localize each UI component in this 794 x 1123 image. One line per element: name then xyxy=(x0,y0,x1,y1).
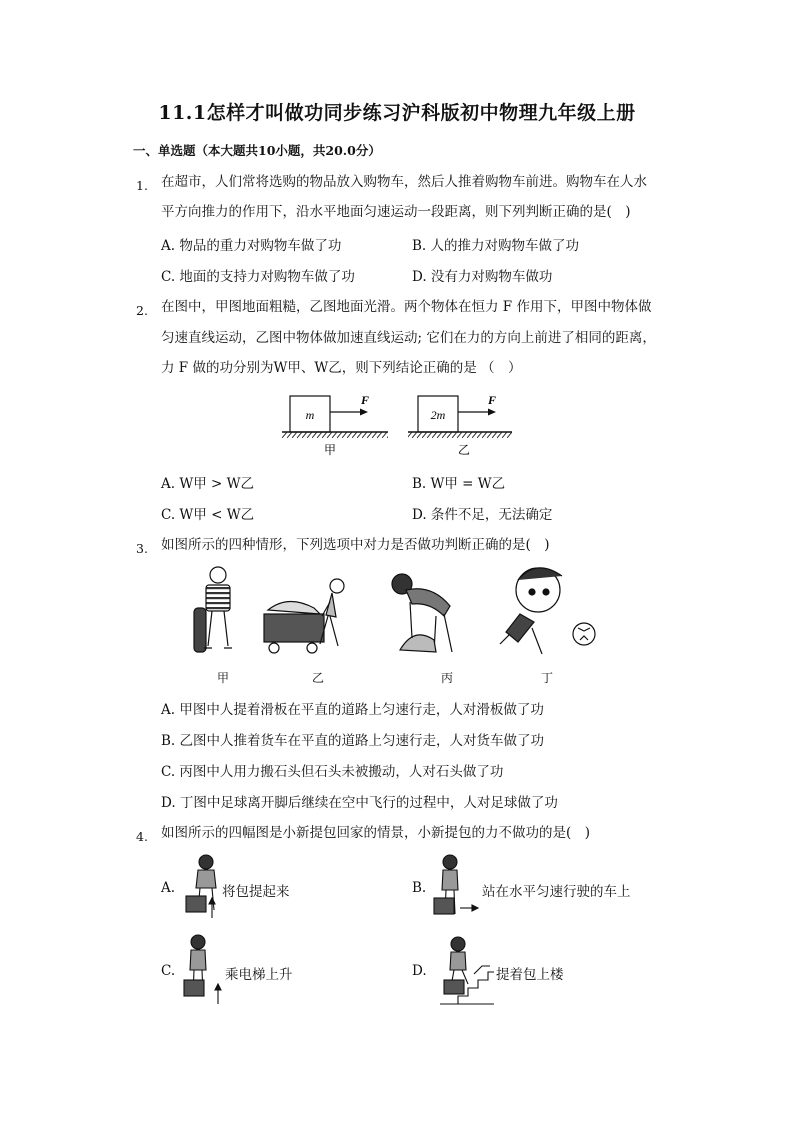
question-4-line-1: 如图所示的四幅图是小新提包回家的情景，小新提包的力不做功的是( ) xyxy=(161,825,591,841)
scene-bing-illustration xyxy=(392,574,452,652)
force-label-right: F xyxy=(488,393,497,407)
question-1-number: 1. xyxy=(136,178,148,193)
caption-3-yi: 乙 xyxy=(311,671,325,685)
figure-4c-elevator xyxy=(182,932,226,1006)
figure-4b-standing-on-car xyxy=(432,852,480,922)
caption-jia: 甲 xyxy=(323,443,337,457)
question-3-option-d[interactable]: D. 丁图中足球离开脚后继续在空中飞行的过程中，人对足球做了功 xyxy=(161,795,558,811)
four-scenes-figure xyxy=(190,562,610,690)
question-3-option-c[interactable]: C. 丙图中人用力搬石头但石头未被搬动，人对石头做了功 xyxy=(161,764,504,780)
question-2-line-1: 在图中，甲图地面粗糙，乙图地面光滑。两个物体在恒力 F 作用下，甲图中物体做 xyxy=(161,299,652,315)
question-1-line-1: 在超市，人们常将选购的物品放入购物车，然后人推着购物车前进。购物车在人水 xyxy=(161,174,647,190)
question-1-option-b[interactable]: B. 人的推力对购物车做了功 xyxy=(412,238,580,254)
ground-hatch-left xyxy=(282,432,388,438)
scene-ding-illustration xyxy=(500,568,595,654)
scene-jia-illustration xyxy=(194,567,232,652)
page-title: 11.1怎样才叫做功同步练习沪科版初中物理九年级上册 xyxy=(158,102,636,124)
question-1-option-c[interactable]: C. 地面的支持力对购物车做了功 xyxy=(161,269,355,285)
question-4-option-d-text[interactable]: 提着包上楼 xyxy=(496,967,564,983)
question-3-number: 3. xyxy=(136,541,148,556)
question-4-option-b-letter[interactable]: B. xyxy=(412,880,427,896)
question-3-line-1: 如图所示的四种情形，下列选项中对力是否做功判断正确的是( ) xyxy=(161,537,550,553)
caption-3-ding: 丁 xyxy=(540,671,554,685)
block-m-label: m xyxy=(305,408,315,422)
question-4-option-a-letter[interactable]: A. xyxy=(161,880,176,896)
force-label-left: F xyxy=(361,393,370,407)
question-2-option-d[interactable]: D. 条件不足，无法确定 xyxy=(412,507,553,523)
block-2m-label: 2m xyxy=(430,408,446,422)
question-1-option-a[interactable]: A. 物品的重力对购物车做了功 xyxy=(161,238,342,254)
question-2-option-b[interactable]: B. W甲 = W乙 xyxy=(412,476,506,492)
arrowhead-right xyxy=(488,409,496,416)
question-4-option-c-text[interactable]: 乘电梯上升 xyxy=(225,967,293,983)
arrowhead-left xyxy=(360,409,368,416)
question-4-option-b-text[interactable]: 站在水平匀速行驶的车上 xyxy=(482,884,631,900)
caption-yi: 乙 xyxy=(457,443,471,457)
question-2-option-c[interactable]: C. W甲 < W乙 xyxy=(161,507,255,523)
figure-4d-stairs xyxy=(440,934,496,1008)
question-3-option-a[interactable]: A. 甲图中人提着滑板在平直的道路上匀速行走，人对滑板做了功 xyxy=(161,702,544,718)
question-1-option-d[interactable]: D. 没有力对购物车做功 xyxy=(412,269,553,285)
question-4-option-c-letter[interactable]: C. xyxy=(161,963,176,979)
question-2-option-a[interactable]: A. W甲 > W乙 xyxy=(161,476,254,492)
question-4-option-a-text[interactable]: 将包提起来 xyxy=(222,884,290,900)
section-heading: 一、单选题（本大题共10小题，共20.0分） xyxy=(133,143,381,158)
ground-hatch-right xyxy=(408,432,512,438)
question-3-option-b[interactable]: B. 乙图中人推着货车在平直的道路上匀速行走，人对货车做了功 xyxy=(161,733,545,749)
question-4-number: 4. xyxy=(136,829,148,844)
scene-yi-illustration xyxy=(264,579,344,653)
question-2-line-3: 力 F 做的功分别为W甲、W乙，则下列结论正确的是 （ ） xyxy=(161,360,522,376)
question-1-line-2: 平方向推力的作用下，沿水平地面匀速运动一段距离，则下列判断正确的是( ) xyxy=(161,204,631,220)
question-2-line-2: 匀速直线运动，乙图中物体做加速直线运动; 它们在力的方向上前进了相同的距离， xyxy=(161,330,656,346)
caption-3-jia: 甲 xyxy=(216,671,230,685)
figure-4a-lifting-bag xyxy=(182,852,222,922)
caption-3-bing: 丙 xyxy=(440,671,454,685)
question-2-number: 2. xyxy=(136,303,148,318)
question-4-option-d-letter[interactable]: D. xyxy=(412,963,427,979)
force-diagram xyxy=(282,390,522,460)
